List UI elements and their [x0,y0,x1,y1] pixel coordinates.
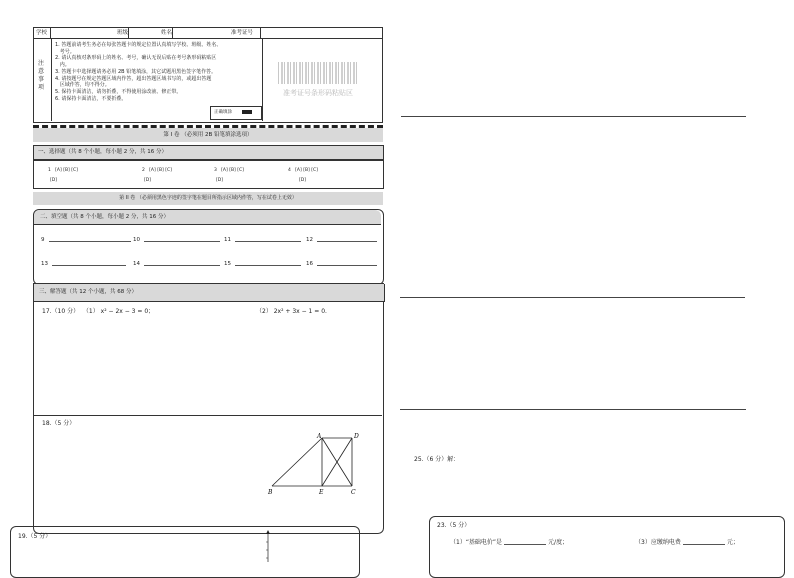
q23-part2-unit: 元； [726,539,739,546]
point-label-C: C [351,489,356,496]
answer-line [401,116,746,117]
q23-part2 [635,539,739,546]
part2-title: 第 II 卷 （必须用黑色字迹的签字笔在题目所指示区域内作答，写在试卷上无效） [119,195,297,201]
blank-num: 16 [306,261,313,267]
note-line: 4. 请按题号在规定答题区域内作答，超出答题区域书写的，或超出答题 [55,75,212,82]
choice-num: 1 [48,168,51,173]
sample-fill-label: 正确填涂 [214,110,232,115]
segment-AB [272,438,322,486]
filled-bubble-icon [242,110,252,114]
part1-banner [33,128,383,142]
blank-16[interactable] [306,261,377,268]
blank-12[interactable] [306,237,377,244]
answer-line [400,409,746,410]
choice-options[interactable]: [A] [B] [C] [149,168,172,173]
choice-q3-d[interactable]: [D] [216,178,223,183]
note-line: 1. 答题前请考生务必在每张答题卡的规定位置认真填写学校、班级、姓名、 [55,42,222,48]
choice-options[interactable]: [A] [B] [C] [55,168,78,173]
q23-part2-text: （3）应缴纳电费 [635,539,681,546]
choice-options[interactable]: [A] [B] [C] [295,168,318,173]
choice-q3 [214,167,244,174]
blank-num: 13 [41,261,48,267]
axis-figure [258,528,278,562]
q17-label [42,308,154,315]
name-label: 姓名 [161,30,173,36]
divider [172,27,173,38]
blank-15[interactable] [224,261,301,268]
blank-line [52,265,126,266]
blank-line [317,265,377,266]
note-line: 3. 答题卡中选择题请务必用 2B 铅笔填涂，其它试题用黑色签字笔作答。 [55,68,217,75]
answer-area-q18[interactable] [34,430,264,530]
choice-q4 [288,167,318,174]
q17-part1: （1） x² − 2x − 3 = 0； [82,308,155,315]
blank-num: 15 [224,261,231,267]
note-line: 内。 [55,62,70,69]
choice-q1 [48,167,78,174]
blank-line [144,241,220,242]
section1-header [33,145,384,160]
q17-divider [34,415,382,416]
q23-box [429,516,785,578]
choice-box [33,160,384,189]
blank-line [235,241,301,242]
choice-q1-d[interactable]: [D] [50,178,57,183]
blank-13[interactable] [41,261,126,268]
choice-num: 4 [288,168,291,173]
notes-label: 注意事项 [38,60,45,91]
point-label-B: B [268,489,273,496]
blank-num: 10 [133,237,140,243]
barcode-icon [278,62,358,84]
choice-options[interactable]: [A] [B] [C] [221,168,244,173]
section2-header [34,210,381,225]
section3-title: 三、解答题（共 12 个小题，共 68 分） [39,289,137,295]
section1-title: 一、选择题（共 8 个小题，每小题 2 分，共 16 分） [38,149,167,155]
divider [260,27,261,38]
choice-q4-d[interactable]: [D] [299,178,306,183]
answer-area-q17[interactable] [34,318,381,415]
q25-label: 25.（6 分）解： [414,456,460,463]
section2-title: 二、填空题（共 8 个小题，每小题 2 分，共 16 分） [40,214,169,220]
note-line: 5. 保持卡面清洁，请勿折叠，不得使用涂改液、修正带。 [55,88,182,95]
class-label: 班级 [117,30,129,36]
section3-header [34,284,385,302]
point-label-D: D [354,433,359,440]
notes-list [55,42,221,102]
choice-num: 3 [214,168,217,173]
blank-num: 11 [224,237,231,243]
choice-q2-d[interactable]: [D] [144,178,151,183]
blank-9[interactable] [41,237,131,244]
q19-box [10,526,360,578]
blank-10[interactable] [133,237,220,244]
q23-label: 23.（5 分） [437,522,471,529]
q23-part1 [450,539,568,546]
divider [50,27,51,38]
school-label: 学校 [36,30,48,36]
part1-title: 第 I 卷 （必须用 2B 铅笔填涂选项） [163,132,253,138]
blank-11[interactable] [224,237,301,244]
answer-area-right[interactable] [400,118,746,408]
choice-num: 2 [142,168,145,173]
q23-part1-text: （1）“基础电价”是 [450,539,503,546]
part2-banner [33,192,383,205]
blank-line [235,265,301,266]
q23-blank1[interactable] [504,544,546,545]
blank-num: 14 [133,261,140,267]
note-line: 6. 请保持卡面清洁，不要折叠。 [55,95,127,102]
q18-label: 18.（5 分） [42,420,76,427]
q19-label: 19.（5 分） [18,533,52,540]
geometry-figure [262,430,372,500]
divider [128,27,129,38]
blank-14[interactable] [133,261,220,268]
choice-q2 [142,167,172,174]
note-line: 区域作答，均不得分。 [55,82,110,89]
q23-blank2[interactable] [683,544,725,545]
q17-part2: （2） 2x² + 3x − 1 = 0. [256,308,327,315]
q17-num: 17.（10 分） [42,308,80,315]
blank-line [49,241,131,242]
y-axis-arrow-icon [266,530,270,534]
blank-line [144,265,220,266]
blank-line [317,241,377,242]
q23-part1-unit: 元/度； [548,539,569,546]
note-line: 2. 请认真核对条形码上的姓名、考号，确认无误后贴在考号条形码粘贴区 [55,55,217,62]
exam-no-label: 准考证号 [231,30,254,36]
answer-area-q25[interactable] [400,465,746,515]
blank-num: 12 [306,237,313,243]
point-label-E: E [319,489,324,496]
point-label-A: A [317,433,322,440]
note-line: 考号。 [55,48,75,55]
barcode-label: 准考证号条形码粘贴区 [283,89,353,97]
blank-num: 9 [41,237,45,243]
